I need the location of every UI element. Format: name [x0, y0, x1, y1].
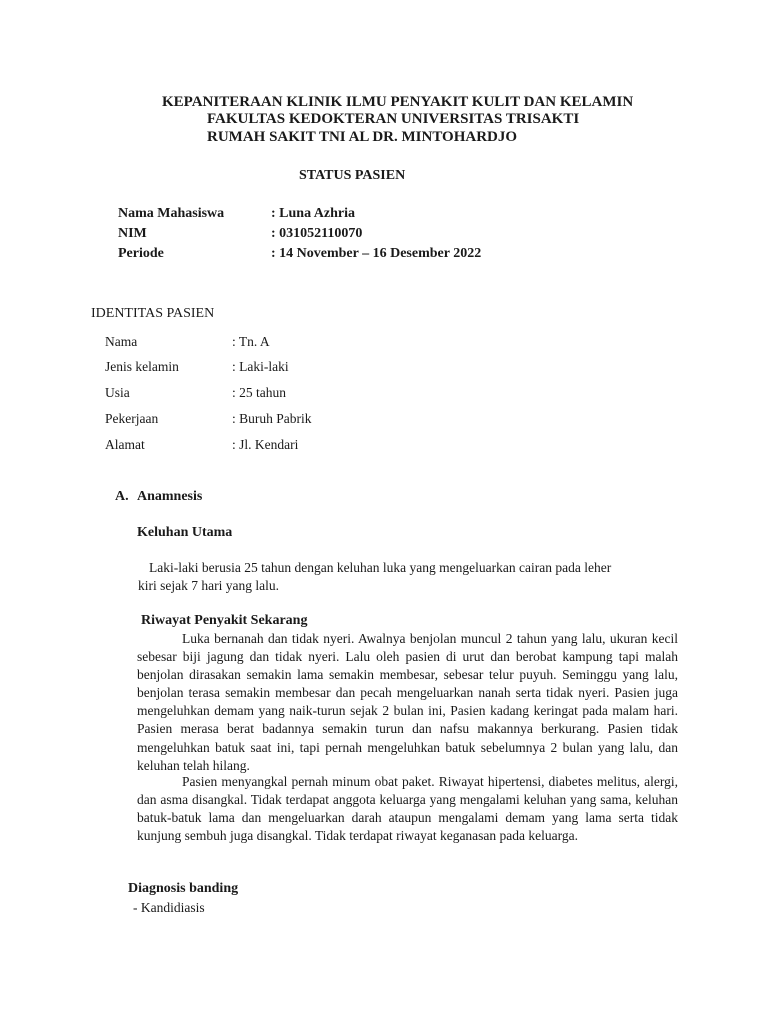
anamnesis-marker: A.: [115, 489, 129, 504]
page-title: STATUS PASIEN: [299, 168, 406, 183]
chief-complaint-line-2: kiri sejak 7 hari yang lalu.: [138, 578, 279, 593]
identity-label-address: Alamat: [105, 437, 145, 452]
chief-complaint-line-1: Laki-laki berusia 25 tahun dengan keluhan luka yang mengeluarkan cairan pada leher: [149, 560, 612, 575]
identity-value-job: : Buruh Pabrik: [232, 411, 312, 426]
identity-label-sex: Jenis kelamin: [105, 359, 179, 374]
identity-heading: IDENTITAS PASIEN: [91, 306, 215, 321]
student-period-label: Periode: [118, 246, 164, 261]
student-nim-value: : 031052110070: [271, 226, 363, 241]
history-paragraph-2: Pasien menyangkal pernah minum obat paket. Riwayat hipertensi, diabetes melitus, alergi, dan asma disangkal. Tidak terdapat anggota keluarga yang mengalami keluhan yang sama, keluhan batuk-batuk lama dan mengeluarkan darah ataupun mengalami demam yang lama serta tidak kunjung sembuh juga disangkal. Tidak terdapat riwayat keganasan pada keluarga.: [137, 774, 678, 844]
identity-label-job: Pekerjaan: [105, 411, 159, 426]
header-line-2: FAKULTAS KEDOKTERAN UNIVERSITAS TRISAKTI: [207, 111, 580, 127]
diagnosis-heading: Diagnosis banding: [128, 881, 239, 896]
header-line-3: RUMAH SAKIT TNI AL DR. MINTOHARDJO: [207, 129, 518, 145]
identity-value-address: : Jl. Kendari: [232, 437, 299, 452]
header-line-1: KEPANITERAAN KLINIK ILMU PENYAKIT KULIT DAN KELAMIN: [162, 94, 634, 110]
history-heading: Riwayat Penyakit Sekarang: [141, 613, 308, 628]
chief-complaint-heading: Keluhan Utama: [137, 525, 233, 540]
identity-value-age: : 25 tahun: [232, 385, 286, 400]
identity-label-age: Usia: [105, 385, 130, 400]
student-period-value: : 14 November – 16 Desember 2022: [271, 246, 482, 261]
student-name-value: : Luna Azhria: [271, 206, 356, 221]
identity-value-name: : Tn. A: [232, 334, 270, 349]
anamnesis-heading: Anamnesis: [137, 489, 203, 504]
identity-value-sex: : Laki-laki: [232, 359, 289, 374]
history-paragraph-1: Luka bernanah dan tidak nyeri. Awalnya benjolan muncul 2 tahun yang lalu, ukuran kecil sebesar biji jagung dan tidak nyeri. Lalu oleh pasien di urut dan berobat kampung tapi malah benjolan dirasakan semakin lama semakin membesar, sebesar telur puyuh. Seminggu yang lalu, benjolan terasa semakin membesar dan pecah mengeluarkan nanah serta tidak nyeri. Pasien juga mengeluhkan demam yang naik-turun sejak 2 bulan ini, Pasien kadang keringat pada malam hari. Pasien merasa berat badannya semakin turun dan nafsu makannya berkurang. Pasien tidak mengeluhkan batuk saat ini, tapi pernah mengeluhkan batuk sebelumnya 2 bulan yang lalu, dan keluhan telah hilang.: [137, 631, 678, 773]
identity-label-name: Nama: [105, 334, 138, 349]
diagnosis-item: - Kandidiasis: [133, 900, 205, 915]
student-nim-label: NIM: [118, 226, 147, 241]
student-name-label: Nama Mahasiswa: [118, 206, 225, 221]
